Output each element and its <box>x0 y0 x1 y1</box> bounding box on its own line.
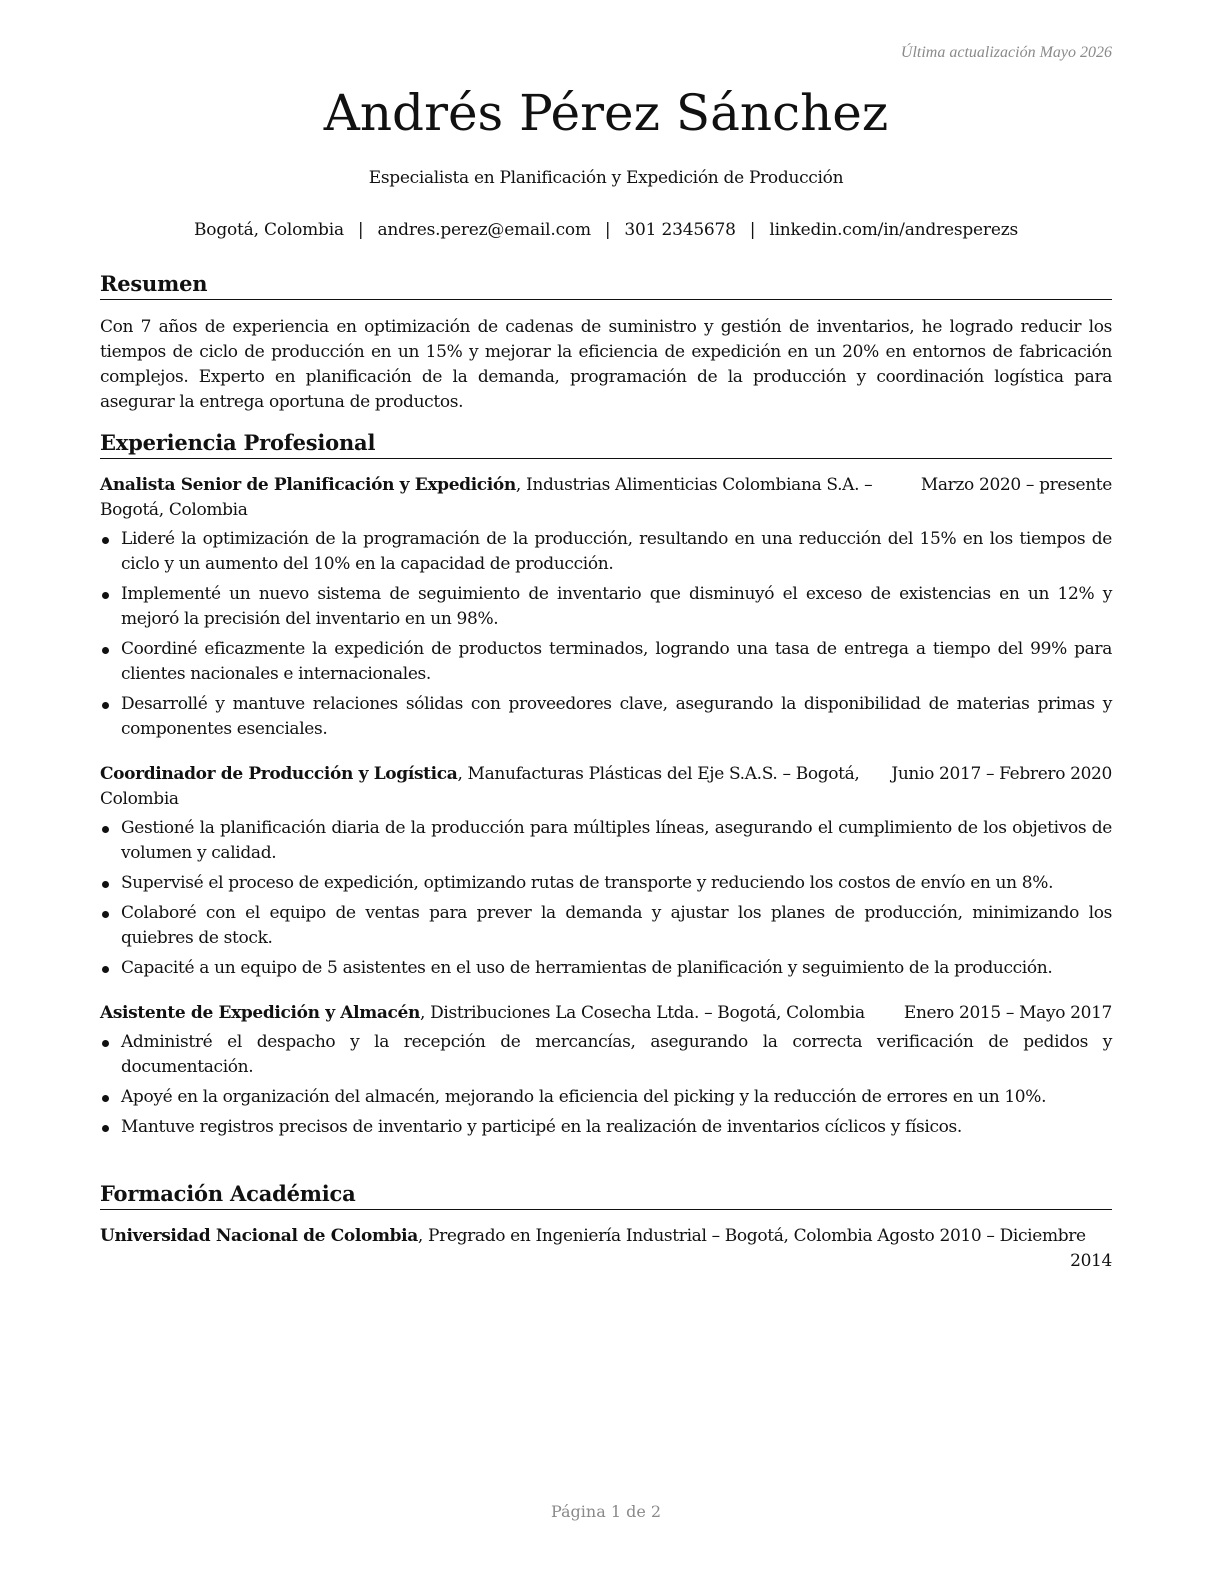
section-title-summary: Resumen <box>100 270 1112 300</box>
bullet-icon <box>102 1125 109 1132</box>
bullet-icon <box>102 592 109 599</box>
job-company: , Manufacturas Plásticas del Eje S.A.S. – Bogotá, Colombia <box>100 764 860 809</box>
bullet-icon <box>102 1095 109 1102</box>
bullet-icon <box>102 881 109 888</box>
candidate-name: Andrés Pérez Sánchez <box>323 84 889 142</box>
job-entry <box>100 762 1112 981</box>
bullet-text: Coordiné eficazmente la expedición de productos terminados, logrando una tasa de entrega a tiempo del 99% para clientes nacionales e internacionales. <box>121 639 1112 684</box>
list-item <box>100 1115 1112 1140</box>
education-dates-end: 2014 <box>1070 1251 1112 1271</box>
job-header <box>100 1001 1112 1026</box>
list-item <box>100 871 1112 896</box>
list-item <box>100 956 1112 981</box>
education-section <box>100 1180 1112 1274</box>
bullet-text: Colaboré con el equipo de ventas para prever la demanda y ajustar los planes de producción, minimizando los quiebres de stock. <box>121 903 1112 948</box>
contact-line <box>100 220 1112 240</box>
bullet-text: Desarrollé y mantuve relaciones sólidas con proveedores clave, asegurando la disponibilidad de materias primas y componentes esenciales. <box>121 694 1112 739</box>
job-dates: Junio 2017 – Febrero 2020 <box>891 764 1112 784</box>
job-company: , Distribuciones La Cosecha Ltda. – Bogotá, Colombia <box>420 1003 865 1023</box>
section-title-education: Formación Académica <box>100 1180 1112 1210</box>
job-entry <box>100 473 1112 742</box>
list-item <box>100 1030 1112 1080</box>
contact-separator: | <box>749 220 756 240</box>
job-dates: Marzo 2020 – presente <box>920 475 1112 495</box>
bullet-icon <box>102 702 109 709</box>
experience-section <box>100 429 1112 1145</box>
job-company: , Industrias Alimenticias Colombiana S.A. – Bogotá, Colombia <box>100 475 873 520</box>
bullet-text: Implementé un nuevo sistema de seguimiento de inventario que disminuyó el exceso de existencias en un 12% y mejoró la precisión del inventario en un 98%. <box>121 584 1112 629</box>
bullet-text: Gestioné la planificación diaria de la producción para múltiples líneas, asegurando el cumplimiento de los objetivos de volumen y calidad. <box>121 818 1112 863</box>
bullet-icon <box>102 826 109 833</box>
list-item <box>100 901 1112 951</box>
education-dates-start: Agosto 2010 – Diciembre <box>877 1226 1086 1246</box>
education-details: , Pregrado en Ingeniería Industrial – Bogotá, Colombia <box>417 1226 873 1246</box>
job-bullets <box>100 527 1112 742</box>
resume-page <box>100 0 1112 1584</box>
bullet-icon <box>102 911 109 918</box>
bullet-icon <box>102 537 109 544</box>
list-item <box>100 692 1112 742</box>
bullet-text: Administré el despacho y la recepción de mercancías, asegurando la correcta verificación de pedidos y documentación. <box>121 1032 1112 1077</box>
job-title: Coordinador de Producción y Logística <box>100 764 458 784</box>
summary-section <box>100 270 1112 415</box>
education-entry <box>100 1224 1112 1274</box>
job-header <box>100 762 1112 812</box>
bullet-icon <box>102 966 109 973</box>
list-item <box>100 637 1112 687</box>
list-item <box>100 816 1112 866</box>
contact-email[interactable]: andres.perez@email.com <box>377 220 591 240</box>
bullet-text: Mantuve registros precisos de inventario y participé en la realización de inventarios cíclicos y físicos. <box>121 1117 962 1137</box>
bullet-icon <box>102 647 109 654</box>
contact-separator: | <box>357 220 364 240</box>
contact-phone: 301 2345678 <box>624 220 736 240</box>
contact-linkedin[interactable]: linkedin.com/in/andresperezs <box>769 220 1018 240</box>
job-dates: Enero 2015 – Mayo 2017 <box>903 1003 1112 1023</box>
list-item <box>100 527 1112 577</box>
job-entry <box>100 1001 1112 1140</box>
last-updated: Última actualización Mayo 2026 <box>900 44 1112 61</box>
section-title-experience: Experiencia Profesional <box>100 429 1112 459</box>
bullet-icon <box>102 1040 109 1047</box>
bullet-text: Apoyé en la organización del almacén, mejorando la eficiencia del picking y la reducción de errores en un 10%. <box>121 1087 1047 1107</box>
education-institution: Universidad Nacional de Colombia <box>100 1226 418 1246</box>
job-bullets <box>100 816 1112 981</box>
list-item <box>100 1085 1112 1110</box>
list-item <box>100 582 1112 632</box>
bullet-text: Supervisé el proceso de expedición, optimizando rutas de transporte y reduciendo los costos de envío en un 8%. <box>121 873 1054 893</box>
summary-text: Con 7 años de experiencia en optimización de cadenas de suministro y gestión de inventarios, he logrado reducir los tiempos de ciclo de producción en un 15% y mejorar la eficiencia de expedición en un 20% en entornos de fabricación complejos. Experto en planificación de la demanda, programación de la producción y coordinación logística para asegurar la entrega oportuna de productos. <box>100 317 1112 412</box>
contact-separator: | <box>604 220 611 240</box>
job-title: Analista Senior de Planificación y Expedición <box>100 475 516 495</box>
page-number: Página 1 de 2 <box>550 1502 662 1521</box>
bullet-text: Lideré la optimización de la programación de la producción, resultando en una reducción del 15% en los tiempos de ciclo y un aumento del 10% en la capacidad de producción. <box>121 529 1112 574</box>
bullet-text: Capacité a un equipo de 5 asistentes en el uso de herramientas de planificación y seguimiento de la producción. <box>121 958 1053 978</box>
candidate-headline: Especialista en Planificación y Expedición de Producción <box>368 168 844 188</box>
job-title: Asistente de Expedición y Almacén <box>100 1003 421 1023</box>
job-header <box>100 473 1112 523</box>
job-bullets <box>100 1030 1112 1140</box>
contact-location: Bogotá, Colombia <box>194 220 344 240</box>
